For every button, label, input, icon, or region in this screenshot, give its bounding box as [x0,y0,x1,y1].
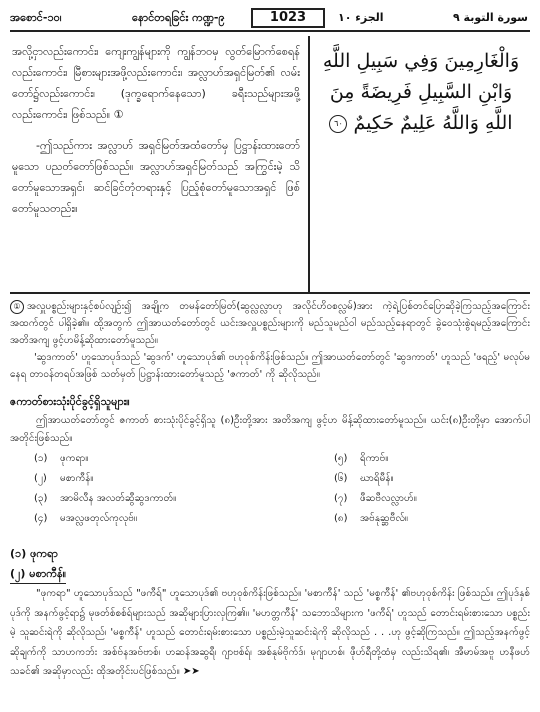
translation-column [10,36,310,294]
footnote [10,298,530,383]
chapter-label: နောင်တရခြင်း ကဏ္ဍ-၉ [132,11,225,24]
arabic-column [312,36,530,294]
ayah-number-marker: ٦٠ [329,115,347,133]
page-number: 1023 [251,8,325,28]
surah-label: سورة التوبة ٩ [452,11,528,24]
subsection-heading-masakin: (၂) မစာကီန်။ [10,567,66,584]
list-item: (၆) ဃာရိမီန်။ [334,473,394,484]
list-item: (၃) အာမိလီန အလတ်ဆွီဆွဒကာတ်။ [34,493,177,504]
commentary-paragraph: "ဖုကရာ" ဟူသောပုဒ်သည် "ဖကီရ်" ဟူသောပုဒ်၏ ဗဟုဝုစ်ကိန်းဖြစ်သည်။ 'မစာကီန်' သည် 'မစ္စကီန်' ၏ဗဟုဝုစ်ကိန်း ဖြစ်သည်။ ဤပုဒ်နှစ်ပုဒ်ကို အနက်ဖွင့်ရာ၌ မုဖတ်စ်စစ်ရ်များသည် အဆိုများပြားလှကြ၏။ 'မဟတ္တကီန်' သဘောသိများက 'ဖကီရ်' ဟူသည် တောင်းရမ်းစားသော ပစ္စည်းမဲ့ သူဆင်းရဲကို ဆိုလိုသည်၊ 'မစ္စကီန်' ဟူသည် တောင်းရမ်းစားသော ပစ္စည်းမဲ့သူဆင်းရဲကို ဆိုလိုသည် . . .ဟု ဖွင့်ဆိုကြသည်။ ဤသည့်အနက်ဖွင့်ဆိုချက်ကို သာဟကဘ်း အစ်ဗ်နအဗ်ဗာစ်၊ ဟဆန်အဆွရီ၊ ဂျာဗစ်ရ်၊ အစ်နုမ်ဗိုက်ဒ်၊ မုဂျာဟစ်၊ ဖီုဟ်ရီတို့ထံမှ လည်းသိရ၏၊ အီမာမ်အဗူ ဟနီဖဟ်သခင်၏ အဆိုမှာလည်း ထိုအတိုင်းပင်ဖြစ်သည်။ ➤➤ [10,588,530,677]
list-item: (၂) မစာကီန်။ [34,473,94,484]
list-item: (၁) ဖုကရာ။ [34,453,89,464]
translation-paragraph-1: အလို့ငှာလည်းကောင်း၊ ကျေးကျွန်များကို ကျွန်ဘဝမှ လွတ်မြောက်စေရန်လည်းကောင်း၊ မြီစားများအဖို့လည်းကောင်း၊ အလ္လာဟ်အရှင်မြတ်၏ လမ်းတော်၌လည်းကောင်း၊ (ဒုက္ခရောက်နေသော) ခရီးသည်များအဖို့လည်းကောင်း၊ ဖြစ်သည်။ [12,45,300,121]
zakat-section-title: ဇကာတ်စားသုံးပိုင်ခွင့်ရှိသူများ။ [10,395,130,408]
footnote-reference: ① [113,108,124,121]
footnote-text-2: 'ဆွဒကာတ်' ဟူသောပုဒ်သည် 'ဆွဒက်' ဟူသောပုဒ်၏ ဗဟုဝုစ်ကိန်းဖြစ်သည်။ ဤအာယတ်တော်တွင် 'ဆွဒကာတ်' ဟူသည် 'ဖရည့်' မလုပ်မနေရ တာဝန်တရပ်အဖြစ် သတ်မှတ် ပြဋ္ဌာန်းထားတော်မူသည့် 'ဇကာတ်' ကို ဆိုလိုသည်။ [10,352,530,380]
arabic-verse [312,36,530,139]
verse-block [10,36,530,294]
mushaf-page [10,6,530,706]
footnote-text-1: အလှူပစ္စည်းများနှင့်စပ်လျဉ်း၍ အချို့က တမန်တော်မြတ်(ဆွလ္လလ္လာဟု အလိုင်ဟိဝစလ္လမ်)အား ကဲ့ရဲ့ပြစ်တင်ပြောဆိုခဲ့ကြသည့်အကြောင်း အထက်တွင် ပါရှိခဲ့၏။ ထို့အတွက် ဤအာယတ်တော်တွင် ယင်းအလှူပစ္စည်းများကို မည်သူမည်ဝါ မည်သည့်နေရာတွင် ခွဲဝေသုံးစွဲရမည့်အကြောင်း အတိအကျ ဖွင့်ဟမိန့်ဆိုထားတော်မူသည်။ [10,301,530,346]
list-item: (၄) မအလ္လဖတုလ်ကုလုဗ်။ [34,513,137,524]
footnote-mark: ① [10,300,24,314]
book-volume-label: အစောင်-၁၀၊ [10,11,62,24]
list-item: (၈) အဗ်နုဆ္ဆဗီလ်။ [334,513,408,524]
zakat-intro: ဤအာယတ်တော်တွင် ဇကာတ် စားသုံးပိုင်ခွင့်ရှိသူ (၈)ဦးတို့အား အတိအကျ ဖွင့်ဟ မိန့်ဆိုထားတော်မူသည်။ ယင်း(၈)ဦးတို့မှာ အောက်ပါအတိုင်းဖြစ်သည်။ [10,415,530,444]
list-item: (၅) ရိကာဗ်။ [334,453,389,464]
page-header [10,6,530,32]
list-item: (၇) ဖီဆဗီလလ္လာဟ်။ [334,493,417,504]
subsection-heading-fuqara: (၁) ဖုကရာ [10,547,58,560]
arabic-verse-text: وَالْغَارِمِينَ وَفِي سَبِيلِ اللَّهِ وَابْنِ السَّبِيلِ فَرِيضَةً مِنَ اللَّهِ وَاللَّهُ عَلِيمٌ حَكِيمٌ [322,50,520,134]
translation-paragraph-2: -ဤသည်ကား အလ္လာဟ် အရှင်မြတ်အထံတော်မှ ပြဋ္ဌာန်းထားတော်မူသော ပညတ်တော်ဖြစ်သည်။ အလ္လာဟ်အရှင်မြတ်သည် အကြွင်းမဲ့ သိတော်မူသောအရှင်၊ ဆင်ခြင်တုံတရားနှင့် ပြည့်စုံတော်မူသောအရှင် ဖြစ်တော်မူသတည်း။ [12,139,300,215]
juz-label: الجزء ١٠ [338,11,384,24]
